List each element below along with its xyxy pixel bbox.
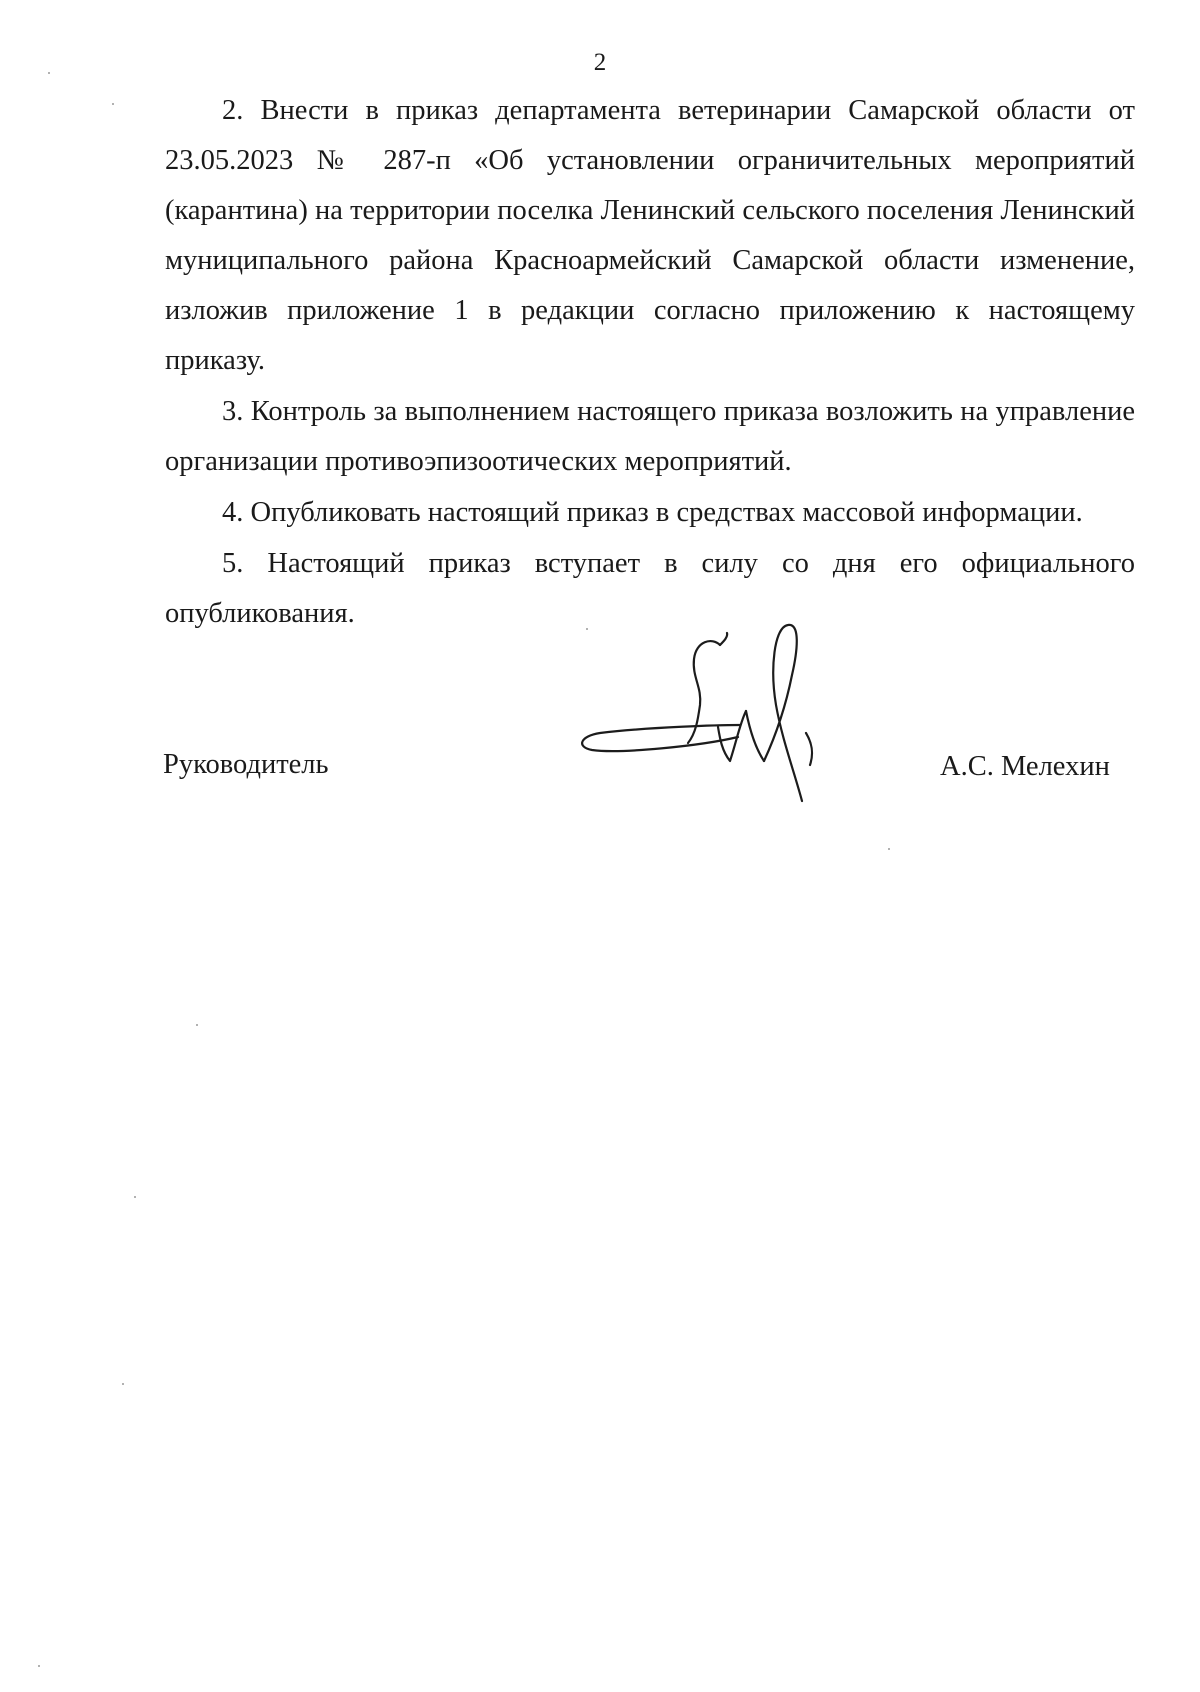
signature-block	[0, 615, 1200, 825]
paragraph-4: 4. Опубликовать настоящий приказ в средствах массовой информации.	[222, 497, 1083, 528]
scan-speck	[38, 1665, 40, 1667]
scan-speck	[48, 72, 50, 74]
scan-speck	[122, 1383, 124, 1385]
scan-speck	[112, 103, 114, 105]
handwritten-signature	[580, 615, 880, 815]
signatory-title: Руководитель	[163, 749, 329, 780]
paragraph-3: 3. Контроль за выполнением настоящего приказа возложить на управление организации противоэпизоотических мероприятий.	[165, 396, 1135, 477]
document-body	[165, 86, 1135, 639]
signatory-name: А.С. Мелехин	[940, 751, 1110, 782]
scan-speck	[586, 628, 588, 630]
scan-speck	[134, 1196, 136, 1198]
paragraph-5: 5. Настоящий приказ вступает в силу со дня его официального опубликования.	[165, 548, 1135, 629]
paragraph-2: 2. Внести в приказ департамента ветеринарии Самарской области от 23.05.2023 № 287-п «Об установлении ограничительных мероприятий (карантина) на территории поселка Ленинский сельского поселения Ленинский муниципального района Красноармейский Самарской области изменение, изложив приложение 1 в редакции согласно приложению к настоящему приказу.	[165, 95, 1135, 376]
scan-speck	[888, 848, 890, 850]
scan-speck	[196, 1024, 198, 1026]
page-number: 2	[593, 49, 607, 76]
